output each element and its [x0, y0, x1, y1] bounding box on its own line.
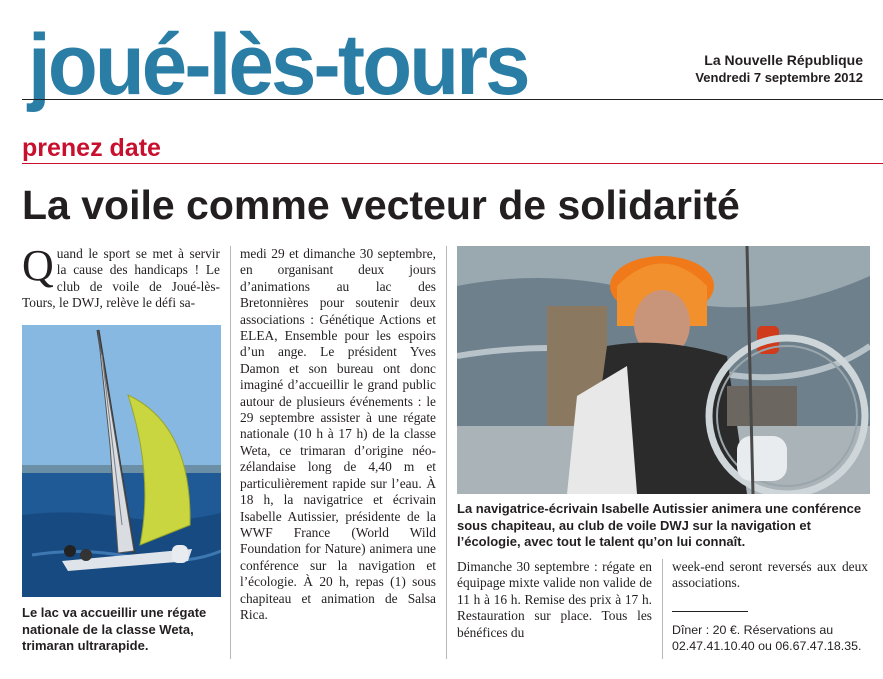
section-rubric: prenez date	[22, 134, 161, 162]
navigator-photo-caption: La navigatrice-écrivain Isabelle Autissier animera une conférence sous chapiteau, au club de voile DWJ sur la navigation et l’écologie, avec tout le talent qu’on lui connaît.	[457, 501, 862, 549]
navigator-photo	[457, 246, 870, 494]
column-divider-1	[230, 246, 231, 659]
practical-info	[672, 622, 872, 654]
newspaper-name: La Nouvelle République	[704, 52, 863, 68]
column-divider-2	[446, 246, 447, 659]
info-divider	[672, 611, 748, 612]
masthead-paper-info	[695, 52, 863, 86]
publication-date: Vendredi 7 septembre 2012	[695, 70, 863, 85]
trimaran-photo	[22, 325, 221, 597]
rubric-divider	[22, 163, 883, 164]
masthead-city-title: joué-lès-tours	[28, 17, 528, 113]
trimaran-photo-caption: Le lac va accueillir une régate nationale de la classe Weta, trimaran ultrarapide.	[22, 605, 207, 653]
phone-numbers-line: 02.47.41.10.40 ou 06.67.47.18.35.	[672, 639, 862, 653]
column-1-text: uand le sport se met à servir la cause des handicaps ! Le club de voile de Joué-lès-Tours, le DWJ, relève le défi sa-	[22, 246, 220, 311]
dinner-reservation-line: Dîner : 20 €. Réservations au	[672, 623, 834, 637]
column-divider-3	[662, 559, 663, 659]
masthead-divider	[22, 99, 883, 100]
dropcap-letter: Q	[22, 241, 54, 290]
article-column-2: medi 29 et dimanche 30 septembre, en organisant deux jours d’animations au lac des Bretonnières pour soutenir deux associations : Génétique Actions et ELEA, Ensemble pour les espoirs d’un ange. Le président Yves Damon et son bureau ont donc imaginé d’accueillir le grand public autour de plusieurs événements : le 29 septembre assister à une régate nationale (10 h à 17 h) de la classe Weta, ce trimaran d’origine néo-zélandaise long de 4,40 m et particulièrement rapide sur l’eau. À 18 h, la navigatrice et écrivain Isabelle Autissier, présidente de la WWF France (World Wild Foundation for Nature) animera une conférence sur la navigation et l’écologie. À 20 h, repas (1) sous chapiteau et animation de Salsa Rica.	[240, 246, 436, 622]
article-column-4: week-end seront reversés aux deux associations.	[672, 559, 868, 591]
article-headline: La voile comme vecteur de solidarité	[22, 182, 740, 228]
article-column-1	[22, 241, 220, 312]
article-column-3: Dimanche 30 septembre : régate en équipage mixte valide non valide de 11 h à 16 h. Remise des prix à 17 h. Restauration sur place. Tous les bénéfices du	[457, 559, 652, 640]
